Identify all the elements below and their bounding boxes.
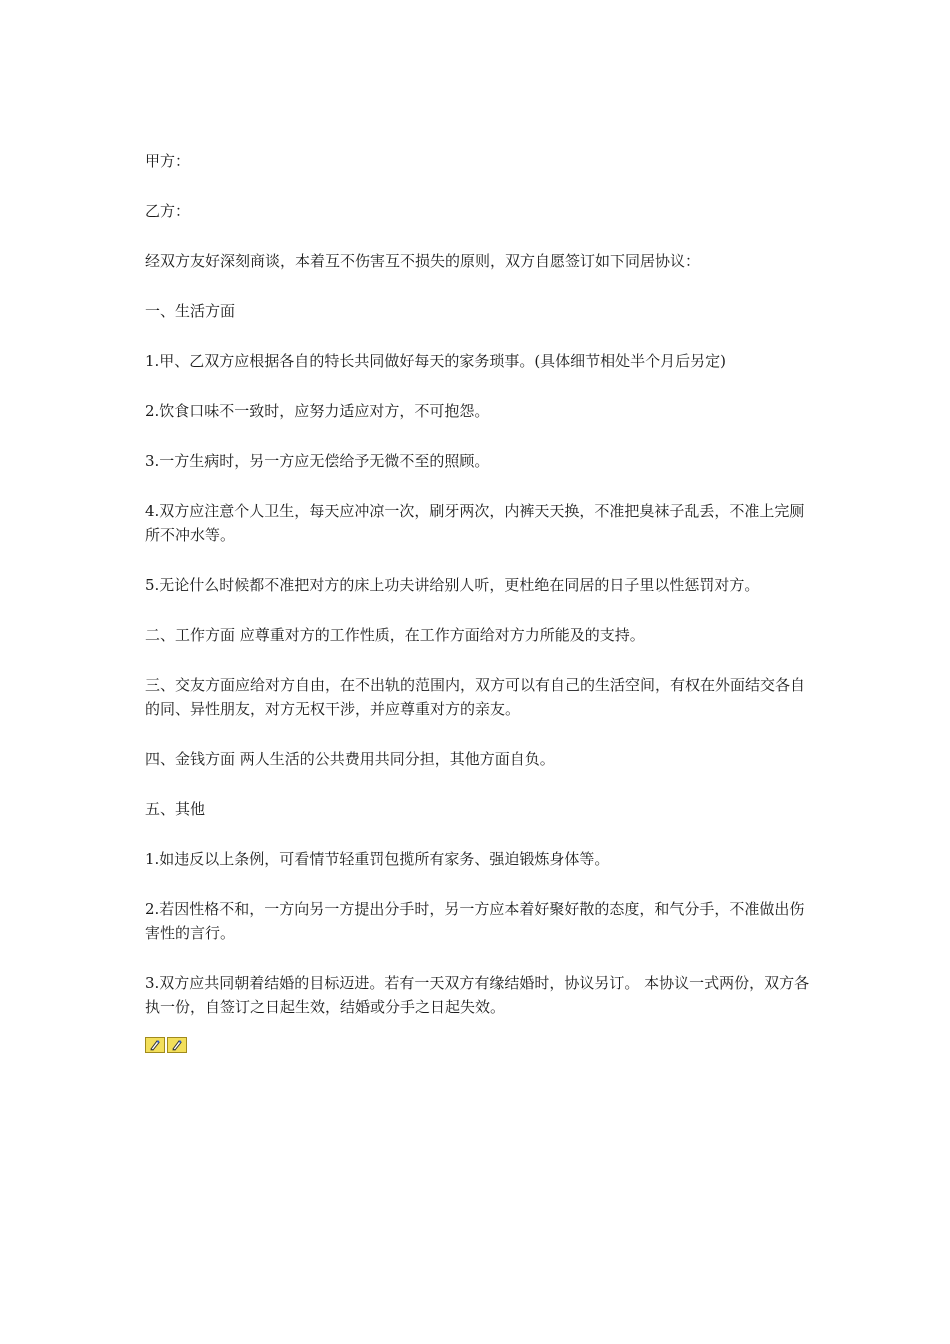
- document-body: [145, 149, 817, 1053]
- clause-life-1: 1.甲、乙双方应根据各自的特长共同做好每天的家务琐事。(具体细节相处半个月后另定): [145, 352, 727, 370]
- clause-other-3: 3.双方应共同朝着结婚的目标迈进。若有一天双方有缘结婚时，协议另订。 本协议一式两份，双方各执一份，自签订之日起生效，结婚或分手之日起失效。: [145, 974, 810, 1016]
- section-friends: 三、交友方面应给对方自由，在不出轨的范围内，双方可以有自己的生活空间，有权在外面结交各自的同、异性朋友，对方无权干涉，并应尊重对方的亲友。: [145, 676, 806, 718]
- section-heading-other: 五、其他: [145, 800, 206, 818]
- clause-other-1: 1.如违反以上条例，可看情节轻重罚包揽所有家务、强迫锻炼身体等。: [145, 850, 610, 868]
- pencil-icon[interactable]: [167, 1037, 187, 1053]
- clause-other-2: 2.若因性格不和，一方向另一方提出分手时，另一方应本着好聚好散的态度，和气分手，不准做出伤害性的言行。: [145, 900, 805, 942]
- clause-life-2: 2.饮食口味不一致时，应努力适应对方，不可抱怨。: [145, 402, 490, 420]
- pencil-icon-graphic: [148, 1039, 162, 1051]
- clause-life-5: 5.无论什么时候都不准把对方的床上功夫讲给别人听，更杜绝在同居的日子里以性惩罚对方。: [145, 576, 760, 594]
- section-money: 四、金钱方面 两人生活的公共费用共同分担，其他方面自负。: [145, 750, 555, 768]
- section-work: 二、工作方面 应尊重对方的工作性质，在工作方面给对方力所能及的支持。: [145, 626, 645, 644]
- clause-life-4: 4.双方应注意个人卫生，每天应冲凉一次，刷牙两次，内裤天天换，不准把臭袜子乱丢，不准上完厕所不冲水等。: [145, 502, 805, 544]
- pencil-icon[interactable]: [145, 1037, 165, 1053]
- preamble: 经双方友好深刻商谈，本着互不伤害互不损失的原则，双方自愿签订如下同居协议：: [145, 252, 701, 270]
- party-b-line: 乙方：: [145, 202, 191, 220]
- section-heading-life: 一、生活方面: [145, 302, 236, 320]
- toolbar-icons: [145, 1037, 817, 1053]
- party-a-line: 甲方：: [145, 152, 191, 170]
- pencil-icon-graphic: [170, 1039, 184, 1051]
- clause-life-3: 3.一方生病时，另一方应无偿给予无微不至的照顾。: [145, 452, 490, 470]
